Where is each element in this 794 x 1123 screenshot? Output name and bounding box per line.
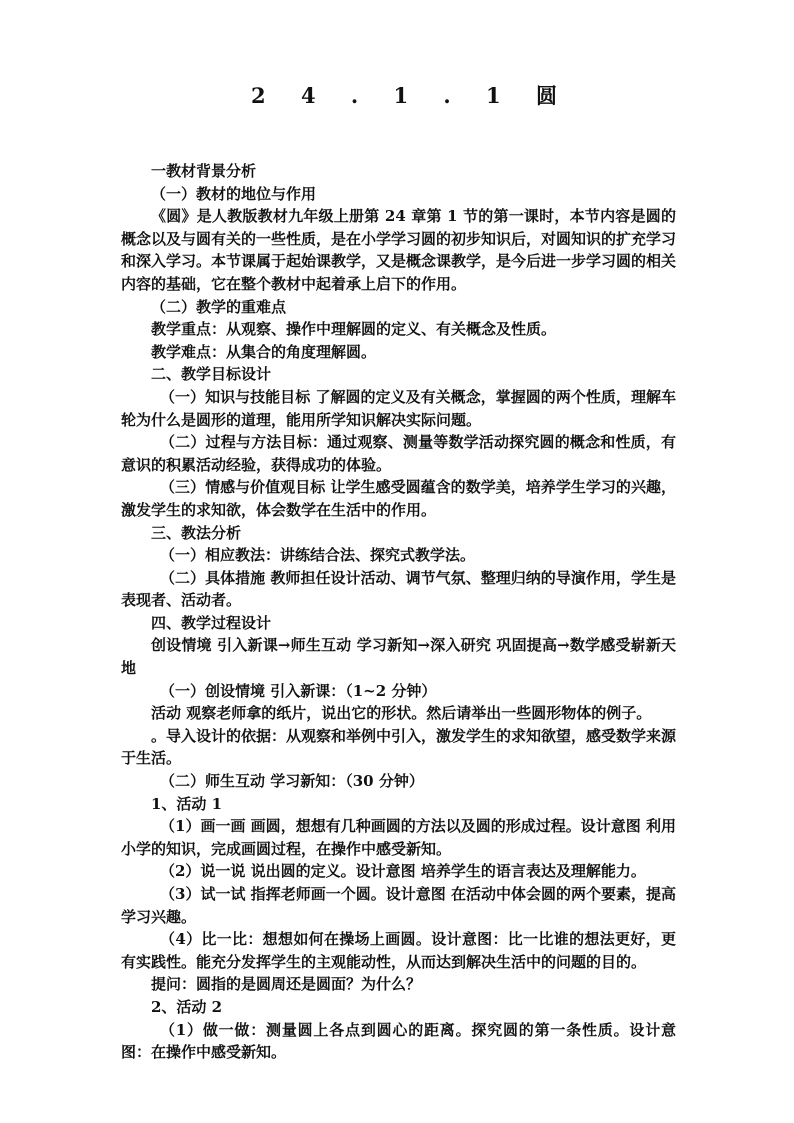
page-title: 2 4 . 1 . 1 圆 — [251, 83, 571, 108]
paragraph: （4）比一比：想想如何在操场上画圆。设计意图：比一比谁的想法更好，更有实践性。能充分发挥学生的主观能动性，从而达到解决生活中的问题的目的。 — [121, 930, 676, 971]
paragraph: （三）情感与价值观目标 让学生感受圆蕴含的数学美，培养学生学习的兴趣，激发学生的求知欲，体会数学在生活中的作用。 — [121, 478, 676, 519]
paragraph: 活动 观察老师拿的纸片，说出它的形状。然后请举出一些圆形物体的例子。 — [151, 704, 652, 723]
paragraph: 教学难点：从集合的角度理解圆。 — [151, 342, 377, 361]
paragraph: （2）说一说 说出圆的定义。设计意图 培养学生的语言表达及理解能力。 — [160, 862, 646, 881]
activity-heading: 1、活动 1 — [151, 794, 223, 813]
paragraph: （一）相应教法：讲练结合法、探究式教学法。 — [160, 546, 476, 565]
subheading: （二）师生互动 学习新知：（30 分钟） — [160, 772, 424, 791]
paragraph: 。导入设计的依据：从观察和举例中引入，激发学生的求知欲望，感受数学来源于生活。 — [121, 726, 677, 768]
paragraph: 《圆》是人教版教材九年级上册第 24 章第 1 节的第一课时，本节内容是圆的概念以及与圆有关的一些性质，是在小学学习圆的初步知识后，对圆知识的扩充学习和深入学习。本节课属于起始课教学，又是概念课教学，是今后进一步学习圆的相关内容的基础，它在整个教材中起着承上启下的作用。 — [121, 207, 677, 293]
paragraph: （1）做一做：测量圆上各点到圆心的距离。探究圆的第一条性质。设计意图：在操作中感受新知。 — [121, 1020, 676, 1062]
paragraph: （3）试一试 指挥老师画一个圆。设计意图 在活动中体会圆的两个要素，提高学习兴趣。 — [121, 885, 676, 926]
section-heading-4: 四、教学过程设计 — [151, 613, 272, 632]
paragraph: （二）过程与方法目标：通过观察、测量等数学活动探究圆的概念和性质，有意识的积累活动经验，获得成功的体验。 — [121, 433, 676, 474]
paragraph: 提问：圆指的是圆周还是圆面？为什么？ — [151, 975, 422, 994]
subheading: （一）教材的地位与作用 — [151, 184, 317, 203]
section-heading-3: 三、教法分析 — [151, 523, 242, 542]
section-heading-2: 二、教学目标设计 — [151, 365, 272, 384]
subheading: （一）创设情境 引入新课：（1~2 分钟） — [160, 681, 437, 700]
section-heading-1: 一教材背景分析 — [151, 162, 257, 180]
document-body — [121, 160, 676, 1064]
subheading: （二）教学的重难点 — [151, 297, 287, 316]
paragraph: （1）画一画 画圆，想想有几种画圆的方法以及圆的形成过程。设计意图 利用小学的知识，完成画圆过程，在操作中感受新知。 — [121, 817, 676, 858]
activity-heading: 2、活动 2 — [151, 997, 223, 1016]
paragraph: （一）知识与技能目标 了解圆的定义及有关概念，掌握圆的两个性质，理解车轮为什么是圆形的道理，能用所学知识解决实际问题。 — [121, 387, 676, 429]
paragraph: （二）具体措施 教师担任设计活动、调节气氛、整理归纳的导演作用，学生是表现者、活动者。 — [121, 568, 676, 610]
paragraph: 教学重点：从观察、操作中理解圆的定义、有关概念及性质。 — [151, 320, 557, 339]
paragraph: 创设情境 引入新课→师生互动 学习新知→深入研究 巩固提高→数学感受崭新天地 — [121, 636, 676, 678]
